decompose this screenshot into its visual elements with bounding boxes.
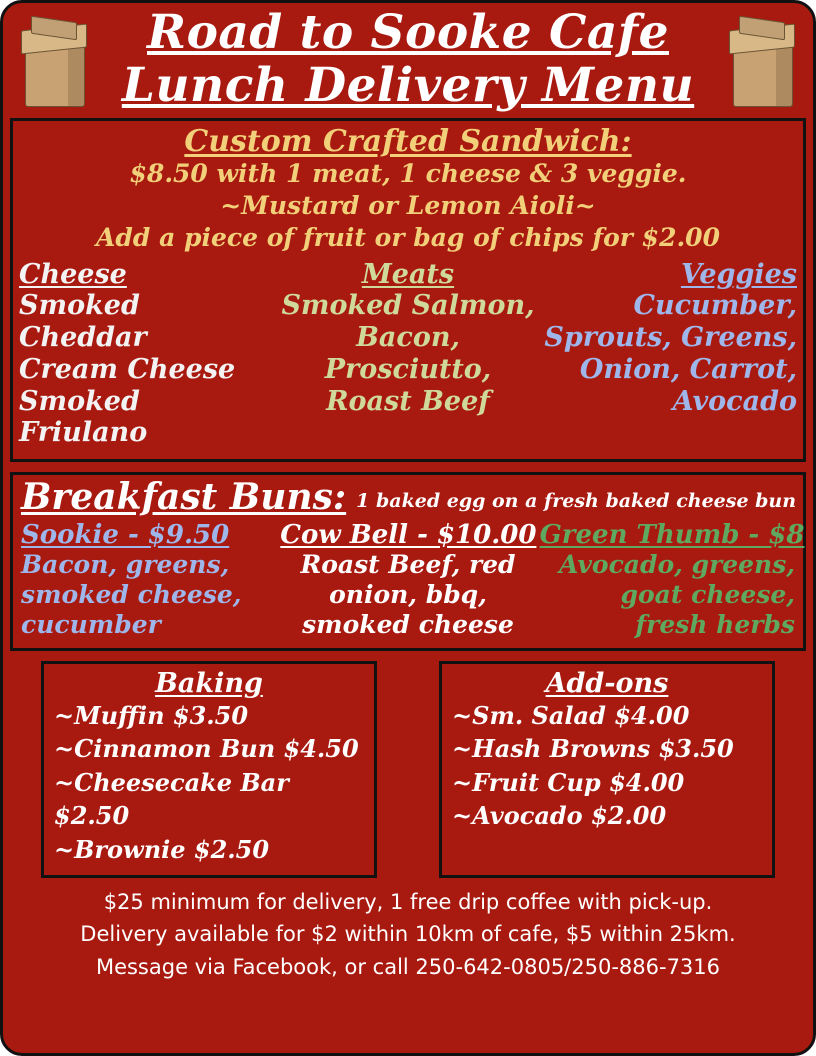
breakfast-item-name: Sookie - $9.50 xyxy=(21,520,230,551)
addons-item: ~Hash Browns $3.50 xyxy=(452,734,734,764)
breakfast-section-subtitle: 1 baked egg on a fresh baked cheese bun xyxy=(356,490,797,513)
breakfast-item-desc-line: fresh herbs xyxy=(635,609,795,639)
breakfast-item-desc-line: smoked cheese xyxy=(302,609,514,639)
cheese-item: Cream Cheese xyxy=(19,353,236,385)
addons-section-title: Add-ons xyxy=(545,667,669,699)
poster-footer xyxy=(3,886,813,984)
sandwich-ingredient-columns xyxy=(19,260,797,449)
baking-item: ~Cheesecake Bar $2.50 xyxy=(54,767,289,831)
sandwich-price-line: $8.50 with 1 meat, 1 cheese & 3 veggie. xyxy=(129,159,687,189)
breakfast-item-sookie xyxy=(21,521,276,640)
cheese-column xyxy=(19,260,276,449)
addons-item: ~Fruit Cup $4.00 xyxy=(452,767,685,797)
meats-column xyxy=(280,260,537,417)
addons-section xyxy=(439,661,775,878)
baking-item: ~Brownie $2.50 xyxy=(54,835,270,865)
menu-subtitle: Lunch Delivery Menu xyxy=(121,57,695,113)
meats-item: Roast Beef xyxy=(326,385,490,417)
veggies-column xyxy=(540,260,797,417)
breakfast-item-desc-line: Avocado, greens, xyxy=(559,549,795,579)
breakfast-item-name: Cow Bell - $10.00 xyxy=(280,520,537,551)
breakfast-item-name: Green Thumb - $8 xyxy=(539,520,805,551)
addons-item: ~Avocado $2.00 xyxy=(452,801,667,831)
cheese-heading: Cheese xyxy=(19,259,127,291)
baking-section xyxy=(41,661,377,878)
breakfast-item-desc-line: goat cheese, xyxy=(620,579,795,609)
breakfast-item-desc-line: cucumber xyxy=(21,609,161,639)
breakfast-section-title: Breakfast Buns: xyxy=(21,476,347,519)
footer-contact-line: Message via Facebook, or call 250-642-0805/250-886-7316 xyxy=(95,954,721,979)
breakfast-item-cow-bell xyxy=(280,521,535,640)
breakfast-item-green-thumb xyxy=(539,520,805,640)
breakfast-items xyxy=(21,520,805,640)
baking-item: ~Cinnamon Bun $4.50 xyxy=(54,734,359,764)
footer-minimum-line: $25 minimum for delivery, 1 free drip coffee with pick-up. xyxy=(103,889,713,914)
breakfast-item-desc-line: onion, bbq, xyxy=(329,579,487,609)
addons-item: ~Sm. Salad $4.00 xyxy=(452,700,690,730)
veggies-item: Onion, Carrot, xyxy=(579,353,797,385)
baking-item: ~Muffin $3.50 xyxy=(54,700,249,730)
paper-bag-icon-right xyxy=(729,19,795,105)
custom-sandwich-section xyxy=(10,118,806,462)
veggies-item: Sprouts, Greens, xyxy=(544,321,797,353)
baking-section-title: Baking xyxy=(155,667,263,699)
meats-heading: Meats xyxy=(361,259,455,291)
breakfast-header xyxy=(21,476,797,519)
bottom-sections xyxy=(41,661,775,878)
footer-delivery-line: Delivery available for $2 within 10km of cafe, $5 within 25km. xyxy=(80,922,736,947)
cafe-title: Road to Sooke Cafe xyxy=(147,5,669,60)
cheese-item: Smoked Cheddar xyxy=(19,289,147,353)
cheese-item: Smoked Friulano xyxy=(19,385,148,449)
breakfast-item-desc-line: Bacon, greens, xyxy=(21,549,230,579)
breakfast-item-desc-line: Roast Beef, red xyxy=(300,549,516,579)
poster-header xyxy=(3,3,813,114)
breakfast-buns-section xyxy=(10,472,806,650)
paper-bag-icon-left xyxy=(21,19,87,105)
meats-item: Smoked Salmon, xyxy=(281,289,535,321)
veggies-heading: Veggies xyxy=(680,259,797,291)
sandwich-spread-line: ~Mustard or Lemon Aioli~ xyxy=(220,191,596,221)
meats-item: Bacon, Prosciutto, xyxy=(324,321,492,385)
breakfast-item-desc-line: smoked cheese, xyxy=(21,579,242,609)
veggies-item: Cucumber, xyxy=(633,289,797,321)
sandwich-section-title: Custom Crafted Sandwich: xyxy=(184,124,632,160)
sandwich-addon-line: Add a piece of fruit or bag of chips for $2.00 xyxy=(96,223,720,253)
veggies-item: Avocado xyxy=(672,385,797,417)
